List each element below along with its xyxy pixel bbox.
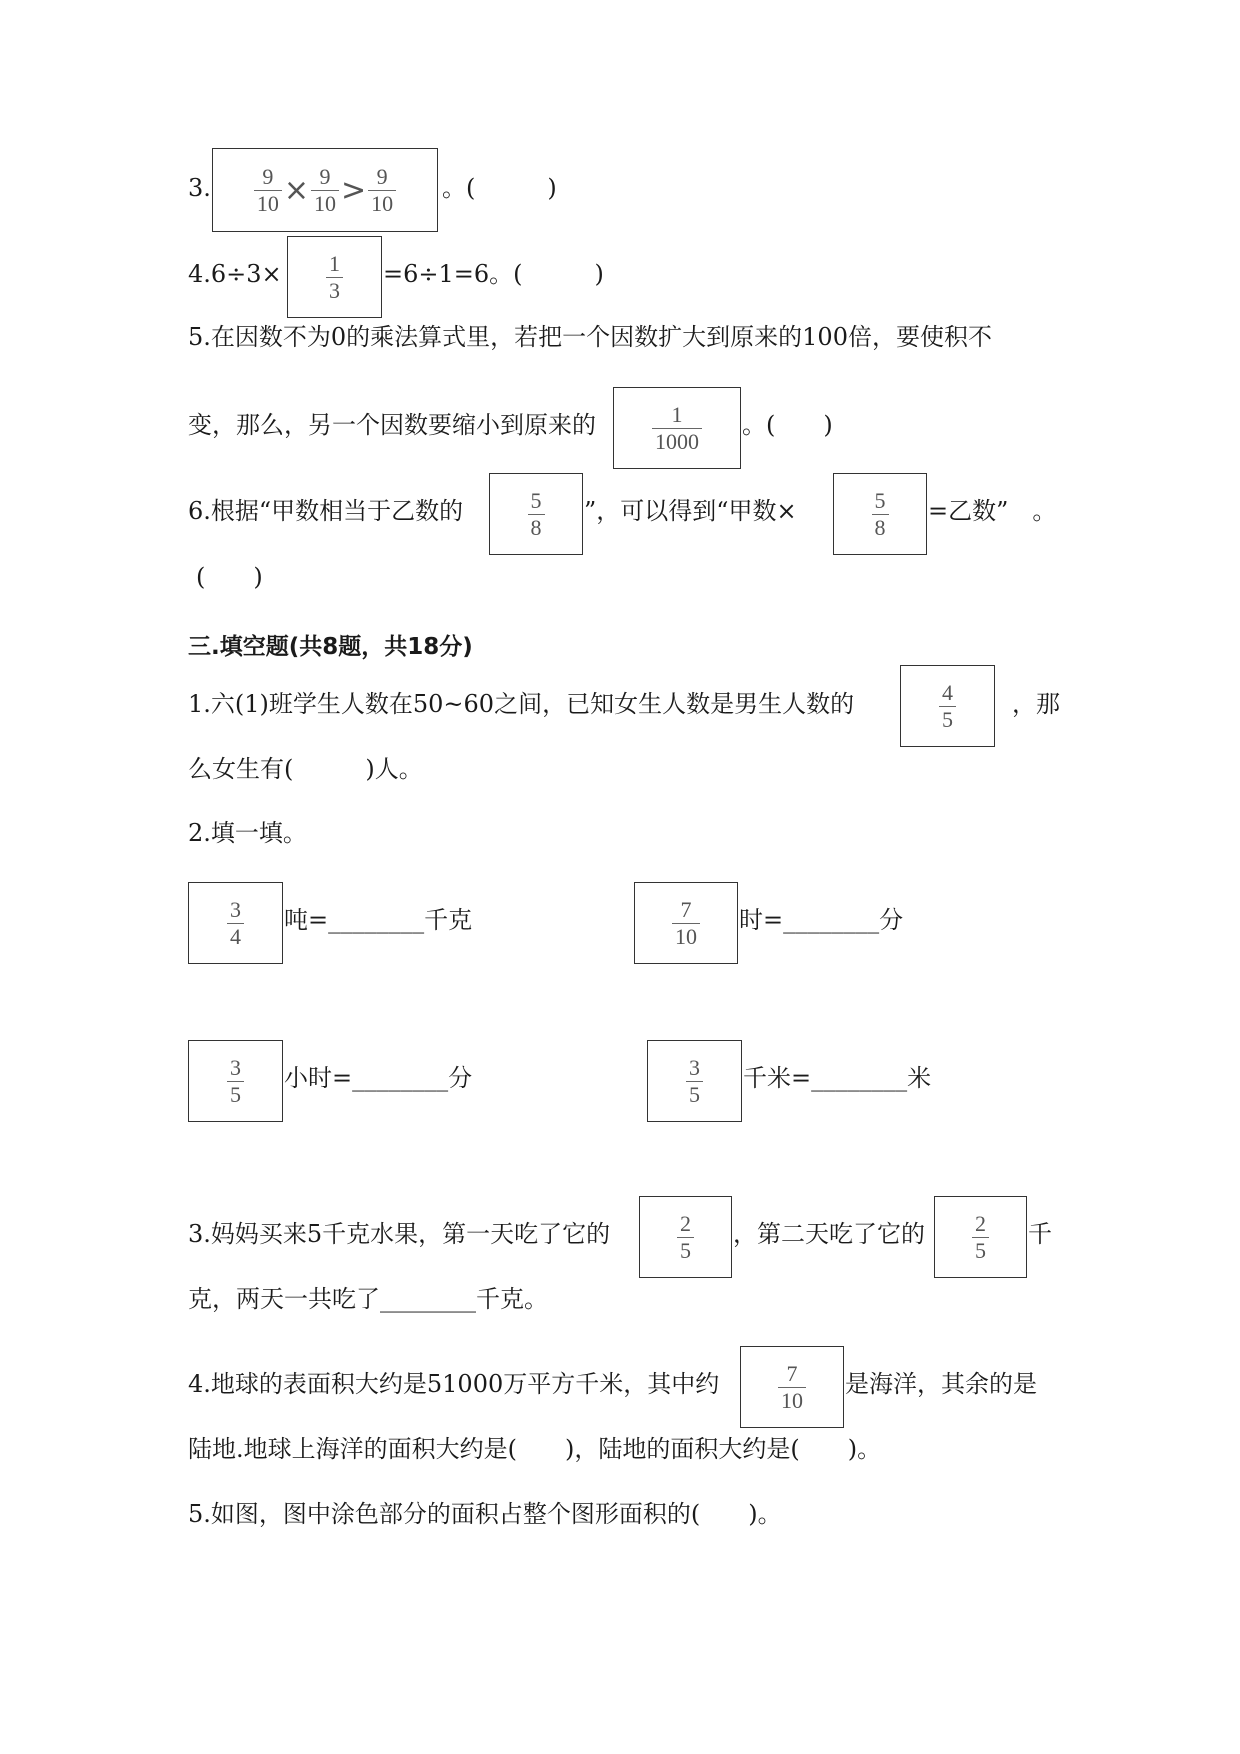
judge-q6-mid: ”，可以得到“甲数× [584,497,797,525]
judge-q5-line2: 变，那么，另一个因数要缩小到原来的 [188,411,596,439]
fill-q1-line2: 么女生有( )人。 [188,755,423,783]
fill-q4-pre: 4.地球的表面积大约是51000万平方千米，其中约 [188,1370,720,1398]
fraction: $\frac{3}{4}$ [227,898,244,949]
fill-q1-post: ，那 [1012,690,1060,718]
fraction-box [188,882,283,964]
fraction: $\frac{9}{10}$ [254,165,282,216]
fraction: $\frac{2}{5}$ [972,1212,989,1263]
fraction: $\frac{7}{10}$ [672,898,700,949]
fraction: $\frac{2}{5}$ [677,1212,694,1263]
fill-q2-item-text: 时=________分 [739,906,904,934]
judge-q6-pre: 6.根据“甲数相当于乙数的 [188,497,464,525]
judge-q3-number: 3. [188,174,211,202]
fill-q4-post: 是海洋，其余的是 [845,1370,1037,1398]
fill-q3-post: 千 [1028,1220,1052,1248]
fraction: $\frac{4}{5}$ [939,681,956,732]
judge-q4-post: =6÷1=6。( ) [383,260,604,288]
fraction-box [934,1196,1027,1278]
fill-q2-title: 2.填一填。 [188,819,307,847]
fraction-box [188,1040,283,1122]
fraction-box [647,1040,742,1122]
fraction-box [833,473,927,555]
fill-q1-pre: 1.六(1)班学生人数在50~60之间，已知女生人数是男生人数的 [188,690,855,718]
fill-q3-pre: 3.妈妈买来5千克水果，第一天吃了它的 [188,1220,611,1248]
fill-q5-text: 5.如图，图中涂色部分的面积占整个图形面积的( )。 [188,1500,782,1528]
fraction: $\frac{5}{8}$ [872,489,889,540]
section-heading: 三.填空题(共8题，共18分) [188,634,473,660]
judge-q4-pre: 4.6÷3× [188,260,282,288]
fill-q3-line2: 克，两天一共吃了________千克。 [188,1285,548,1313]
judge-q3-expression-box [212,148,438,232]
fraction-box [634,882,738,964]
answer-paren: 。( ) [442,174,557,202]
times-symbol: × [283,172,309,208]
fill-q2-item-text: 小时=________分 [284,1064,473,1092]
fraction: $\frac{9}{10}$ [311,165,339,216]
fraction: $\frac{3}{5}$ [686,1056,703,1107]
greater-than-symbol: > [341,172,367,208]
fraction: $\frac{1}{1000}$ [652,403,702,454]
fill-q2-item-text: 千米=________米 [743,1064,932,1092]
fill-q4-line2: 陆地.地球上海洋的面积大约是( )，陆地的面积大约是( )。 [188,1435,882,1463]
fraction-box [740,1346,844,1428]
fraction: $\frac{3}{5}$ [227,1056,244,1107]
judge-q6-post: =乙数” 。 [928,497,1057,525]
fill-q2-item-text: 吨=________千克 [284,906,473,934]
fraction-box [613,387,741,469]
fraction-box [900,665,995,747]
fraction-box [287,236,382,318]
judge-q5-line1: 5.在因数不为0的乘法算式里，若把一个因数扩大到原来的100倍，要使积不 [188,323,992,351]
fraction: $\frac{9}{10}$ [368,165,396,216]
fraction: $\frac{7}{10}$ [778,1362,806,1413]
answer-paren: ( ) [196,563,263,591]
fraction-box [639,1196,732,1278]
fraction: $\frac{1}{3}$ [326,252,343,303]
fill-q3-mid: ，第二天吃了它的 [733,1220,925,1248]
answer-paren: 。( ) [742,411,833,439]
fraction: $\frac{5}{8}$ [528,489,545,540]
fraction-box [489,473,583,555]
